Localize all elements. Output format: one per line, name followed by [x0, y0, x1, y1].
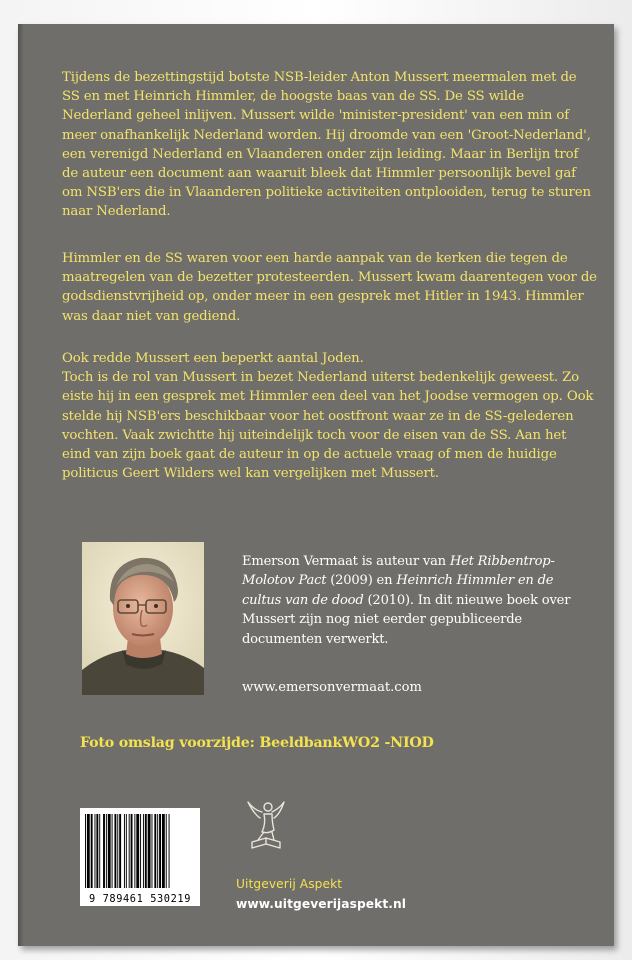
bio-book-year-1: (2009) en — [326, 573, 397, 589]
barcode-bar — [166, 814, 167, 888]
isbn-barcode — [80, 808, 200, 906]
barcode-bar — [99, 814, 100, 888]
barcode-bar — [87, 814, 90, 888]
barcode-bar — [148, 814, 151, 888]
reading-figure-logo-icon — [244, 798, 288, 854]
blurb-text-2: Himmler en de SS waren voor een harde aanpak van de kerken die tegen de maatregelen van de bezetter protesteerden. Mussert kwam daarentegen voor de godsdienstvrijheid op, onder meer in een gesprek met Hitler in 1943. Himmler was daar niet van gediend. — [62, 251, 597, 324]
barcode-bar — [140, 814, 141, 888]
barcode-bar — [124, 814, 125, 888]
author-website: www.emersonvermaat.com — [242, 680, 422, 695]
barcode-bar — [157, 814, 158, 888]
author-portrait-icon — [82, 542, 204, 695]
barcode-bar — [114, 814, 116, 888]
blurb-text-3a: Ook redde Mussert een beperkt aantal Joden. — [62, 351, 364, 366]
barcode-bar — [108, 814, 111, 888]
author-bio — [242, 552, 582, 649]
publisher-logo — [244, 798, 288, 854]
publisher-url: www.uitgeverijaspekt.nl — [236, 897, 407, 911]
photo-credit: Foto omslag voorzijde: BeeldbankWO2 -NIOD — [80, 735, 434, 751]
barcode-digits: 9 789461 530219 — [89, 893, 191, 905]
barcode-bar — [85, 814, 86, 888]
barcode-bar — [117, 814, 118, 888]
barcode-bar — [126, 814, 127, 888]
barcode-bar — [112, 814, 113, 888]
blurb-text-3b: Toch is de rol van Mussert in bezet Nederland uiterst bedenkelijk geweest. Zo eiste hij in een gesprek met Himmler een deel van het Joodse vermogen op. Ook stelde hij NSB'ers beschikbaar voor het oostfront waar ze in de SS-gelederen vochten. Vaak zwichtte hij uiteindelijk toch voor de eisen van de SS. Aan het eind van zijn boek gaat de auteur in op de actuele vraag of men de huidige politicus Geert Wilders wel kan vergelijken met Mussert. — [62, 370, 594, 482]
blurb-text-1: Tijdens de bezettingstijd botste NSB-leider Anton Mussert meermalen met de SS en met Heinrich Himmler, de hoogste baas van de SS. De SS wilde Nederland geheel inlijven. Mussert wilde 'minister-president' van een min of meer onafhankelijk Nederland worden. Hij droomde van een 'Groot-Nederland', een verenigd Nederland en Vlaanderen onder zijn leiding. Maar in Berlijn trof de auteur een document aan waaruit bleek dat Himmler persoonlijk bevel gaf om NSB'ers die in Vlaanderen politieke activiteiten ontplooiden, terug te sturen naar Nederland. — [62, 70, 591, 220]
barcode-bar — [152, 814, 153, 888]
barcode-bar — [143, 814, 144, 888]
barcode-bar — [103, 814, 105, 888]
barcode-bar — [134, 814, 135, 888]
bio-book-title-1: Het Ribbentrop-Molotov Pact — [242, 554, 555, 589]
publisher-name: Uitgeverij Aspekt — [236, 877, 343, 891]
barcode-icon — [80, 808, 200, 892]
bio-intro: Emerson Vermaat is auteur van — [242, 554, 450, 569]
barcode-bar — [91, 814, 93, 888]
barcode-bar — [96, 814, 98, 888]
blurb-paragraph-1 — [62, 68, 598, 222]
barcode-bar — [169, 814, 170, 888]
blurb-paragraph-2 — [62, 249, 598, 326]
barcode-bar — [131, 814, 133, 888]
bio-book-title-2: Heinrich Himmler en de cultus van de dood — [242, 573, 554, 608]
barcode-bar — [129, 814, 130, 888]
bio-book-year-2: (2010). In dit nieuwe boek over Mussert zijn nog niet eerder gepubliceerde documenten verwerkt. — [242, 592, 571, 647]
barcode-bar — [159, 814, 161, 888]
barcode-bar — [154, 814, 156, 888]
author-photo — [82, 542, 204, 695]
barcode-bar — [136, 814, 139, 888]
barcode-bar — [95, 814, 96, 888]
blurb-paragraph-3 — [62, 349, 598, 483]
barcode-bar — [162, 814, 165, 888]
barcode-bar — [119, 814, 121, 888]
barcode-bar — [106, 814, 107, 888]
barcode-bar — [145, 814, 147, 888]
